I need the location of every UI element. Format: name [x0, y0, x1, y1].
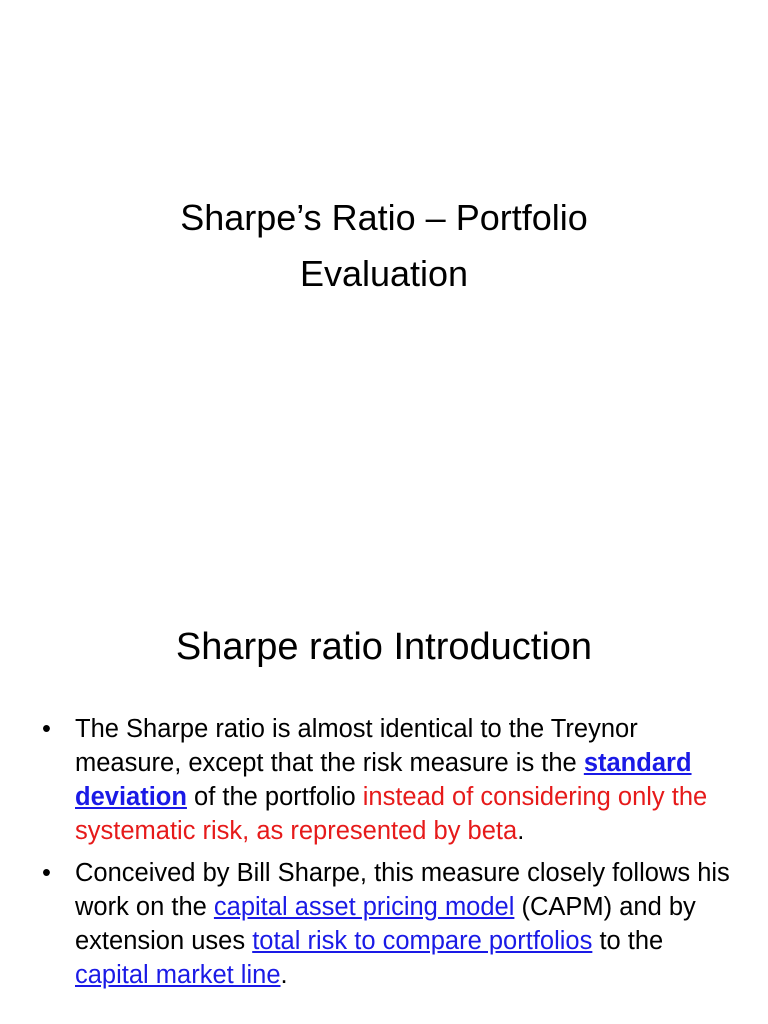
bullet-2-text-d: .: [280, 961, 288, 989]
bullet-1-text-a: The Sharpe ratio is almost identical to the Treynor measure, except that the risk measure is the: [75, 715, 638, 777]
bullet-2-text-a: Conceived by Bill Sharpe, this measure closely follows his work on the: [75, 859, 730, 921]
slide-1-title: [60, 190, 708, 302]
bullet-dot-icon: •: [42, 715, 51, 743]
bullet-2-text-c: to the: [592, 927, 664, 955]
bullet-dot-icon: •: [42, 859, 51, 887]
capm-link[interactable]: capital asset pricing model: [213, 893, 515, 921]
slide-2-title: Sharpe ratio Introduction: [175, 626, 593, 668]
capital-market-line-link[interactable]: capital market line: [75, 961, 281, 989]
bullet-item-1: [42, 712, 738, 848]
standard-deviation-link[interactable]: standard deviation: [75, 749, 692, 811]
bullet-item-2: [42, 856, 738, 992]
bullet-list: [42, 712, 738, 1000]
slide-1-title-line-2: Evaluation: [299, 253, 469, 294]
total-risk-link[interactable]: total risk to compare portfolios: [252, 927, 593, 955]
bullet-2-text-b: (CAPM) and by extension uses: [75, 893, 696, 955]
slide-sharpe-ratio-introduction: [0, 576, 768, 1024]
bullet-1-red-text: instead of considering only the systematic risk, as represented by beta: [75, 783, 708, 845]
bullet-1-text-c: .: [517, 817, 525, 845]
slide-1-title-line-1: Sharpe’s Ratio – Portfolio: [180, 197, 588, 238]
bullet-1-text-b: of the portfolio: [186, 783, 363, 811]
